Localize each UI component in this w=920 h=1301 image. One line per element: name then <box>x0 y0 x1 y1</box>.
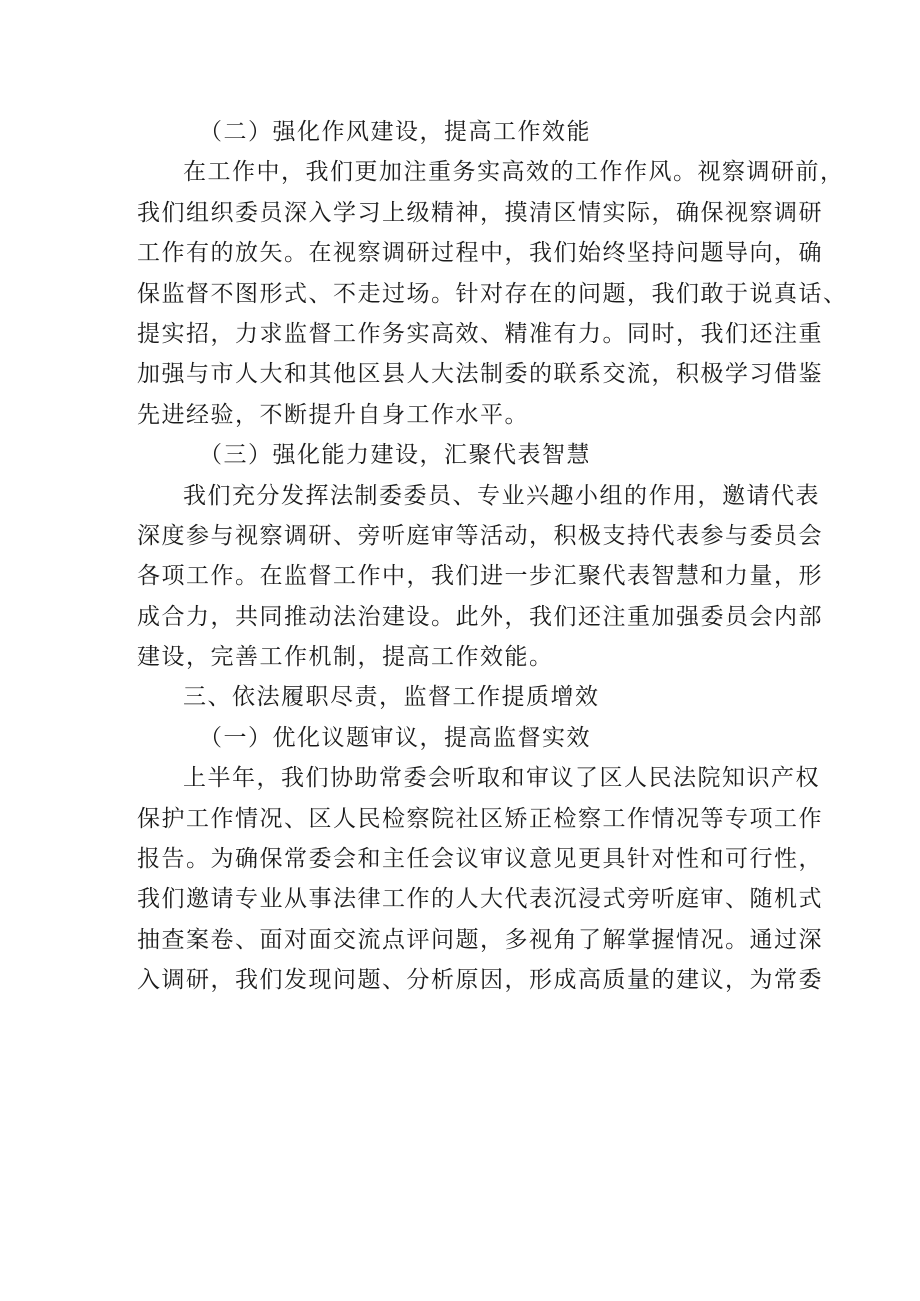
paragraph-line: 报告。为确保常委会和主任会议审议意见更具针对性和可行性， <box>137 846 823 873</box>
paragraph-line: 保护工作情况、区人民检察院社区矫正检察工作情况等专项工作 <box>137 805 823 832</box>
heading-text: （一）优化议题审议，提高监督实效 <box>199 724 591 751</box>
heading-text: 三、依法履职尽责，监督工作提质增效 <box>183 684 600 711</box>
paragraph-line: 工作有的放矢。在视察调研过程中，我们始终坚持问题导向，确 <box>137 240 823 267</box>
paragraph-line: 入调研，我们发现问题、分析原因，形成高质量的建议，为常委 <box>137 967 823 994</box>
paragraph-line: 成合力，共同推动法治建设。此外，我们还注重加强委员会内部 <box>137 603 823 630</box>
paragraph-line: 建设，完善工作机制，提高工作效能。 <box>137 644 554 671</box>
heading-text: （三）强化能力建设，汇聚代表智慧 <box>199 442 591 469</box>
paragraph-line: 我们充分发挥法制委委员、专业兴趣小组的作用，邀请代表 <box>183 482 820 509</box>
paragraph <box>137 758 823 1000</box>
paragraph-line: 深度参与视察调研、旁听庭审等活动，积极支持代表参与委员会 <box>137 522 823 549</box>
subsection-heading <box>137 112 789 152</box>
paragraph <box>137 152 848 435</box>
heading-text: （二）强化作风建设，提高工作效能 <box>199 119 591 145</box>
paragraph-line: 提实招，力求监督工作务实高效、精准有力。同时，我们还注重 <box>137 320 823 347</box>
paragraph <box>137 476 823 678</box>
paragraph-line: 上半年，我们协助常委会听取和审议了区人民法院知识产权 <box>183 765 820 792</box>
paragraph-line: 先进经验，不断提升自身工作水平。 <box>137 401 529 428</box>
section-heading <box>137 677 789 717</box>
paragraph-line: 保监督不图形式、不走过场。针对存在的问题，我们敢于说真话、 <box>137 280 848 307</box>
subsection-heading <box>137 435 789 475</box>
paragraph-line: 在工作中，我们更加注重务实高效的工作作风。视察调研前， <box>183 159 845 186</box>
subsection-heading <box>137 718 789 758</box>
paragraph-line: 我们邀请专业从事法律工作的人大代表沉浸式旁听庭审、随机式 <box>137 886 823 913</box>
document-page <box>137 112 848 1001</box>
paragraph-line: 我们组织委员深入学习上级精神，摸清区情实际，确保视察调研 <box>137 199 823 226</box>
paragraph-line: 抽查案卷、面对面交流点评问题，多视角了解掌握情况。通过深 <box>137 926 823 953</box>
paragraph-line: 各项工作。在监督工作中，我们进一步汇聚代表智慧和力量，形 <box>137 563 823 590</box>
paragraph-line: 加强与市人大和其他区县人大法制委的联系交流，积极学习借鉴 <box>137 361 823 388</box>
